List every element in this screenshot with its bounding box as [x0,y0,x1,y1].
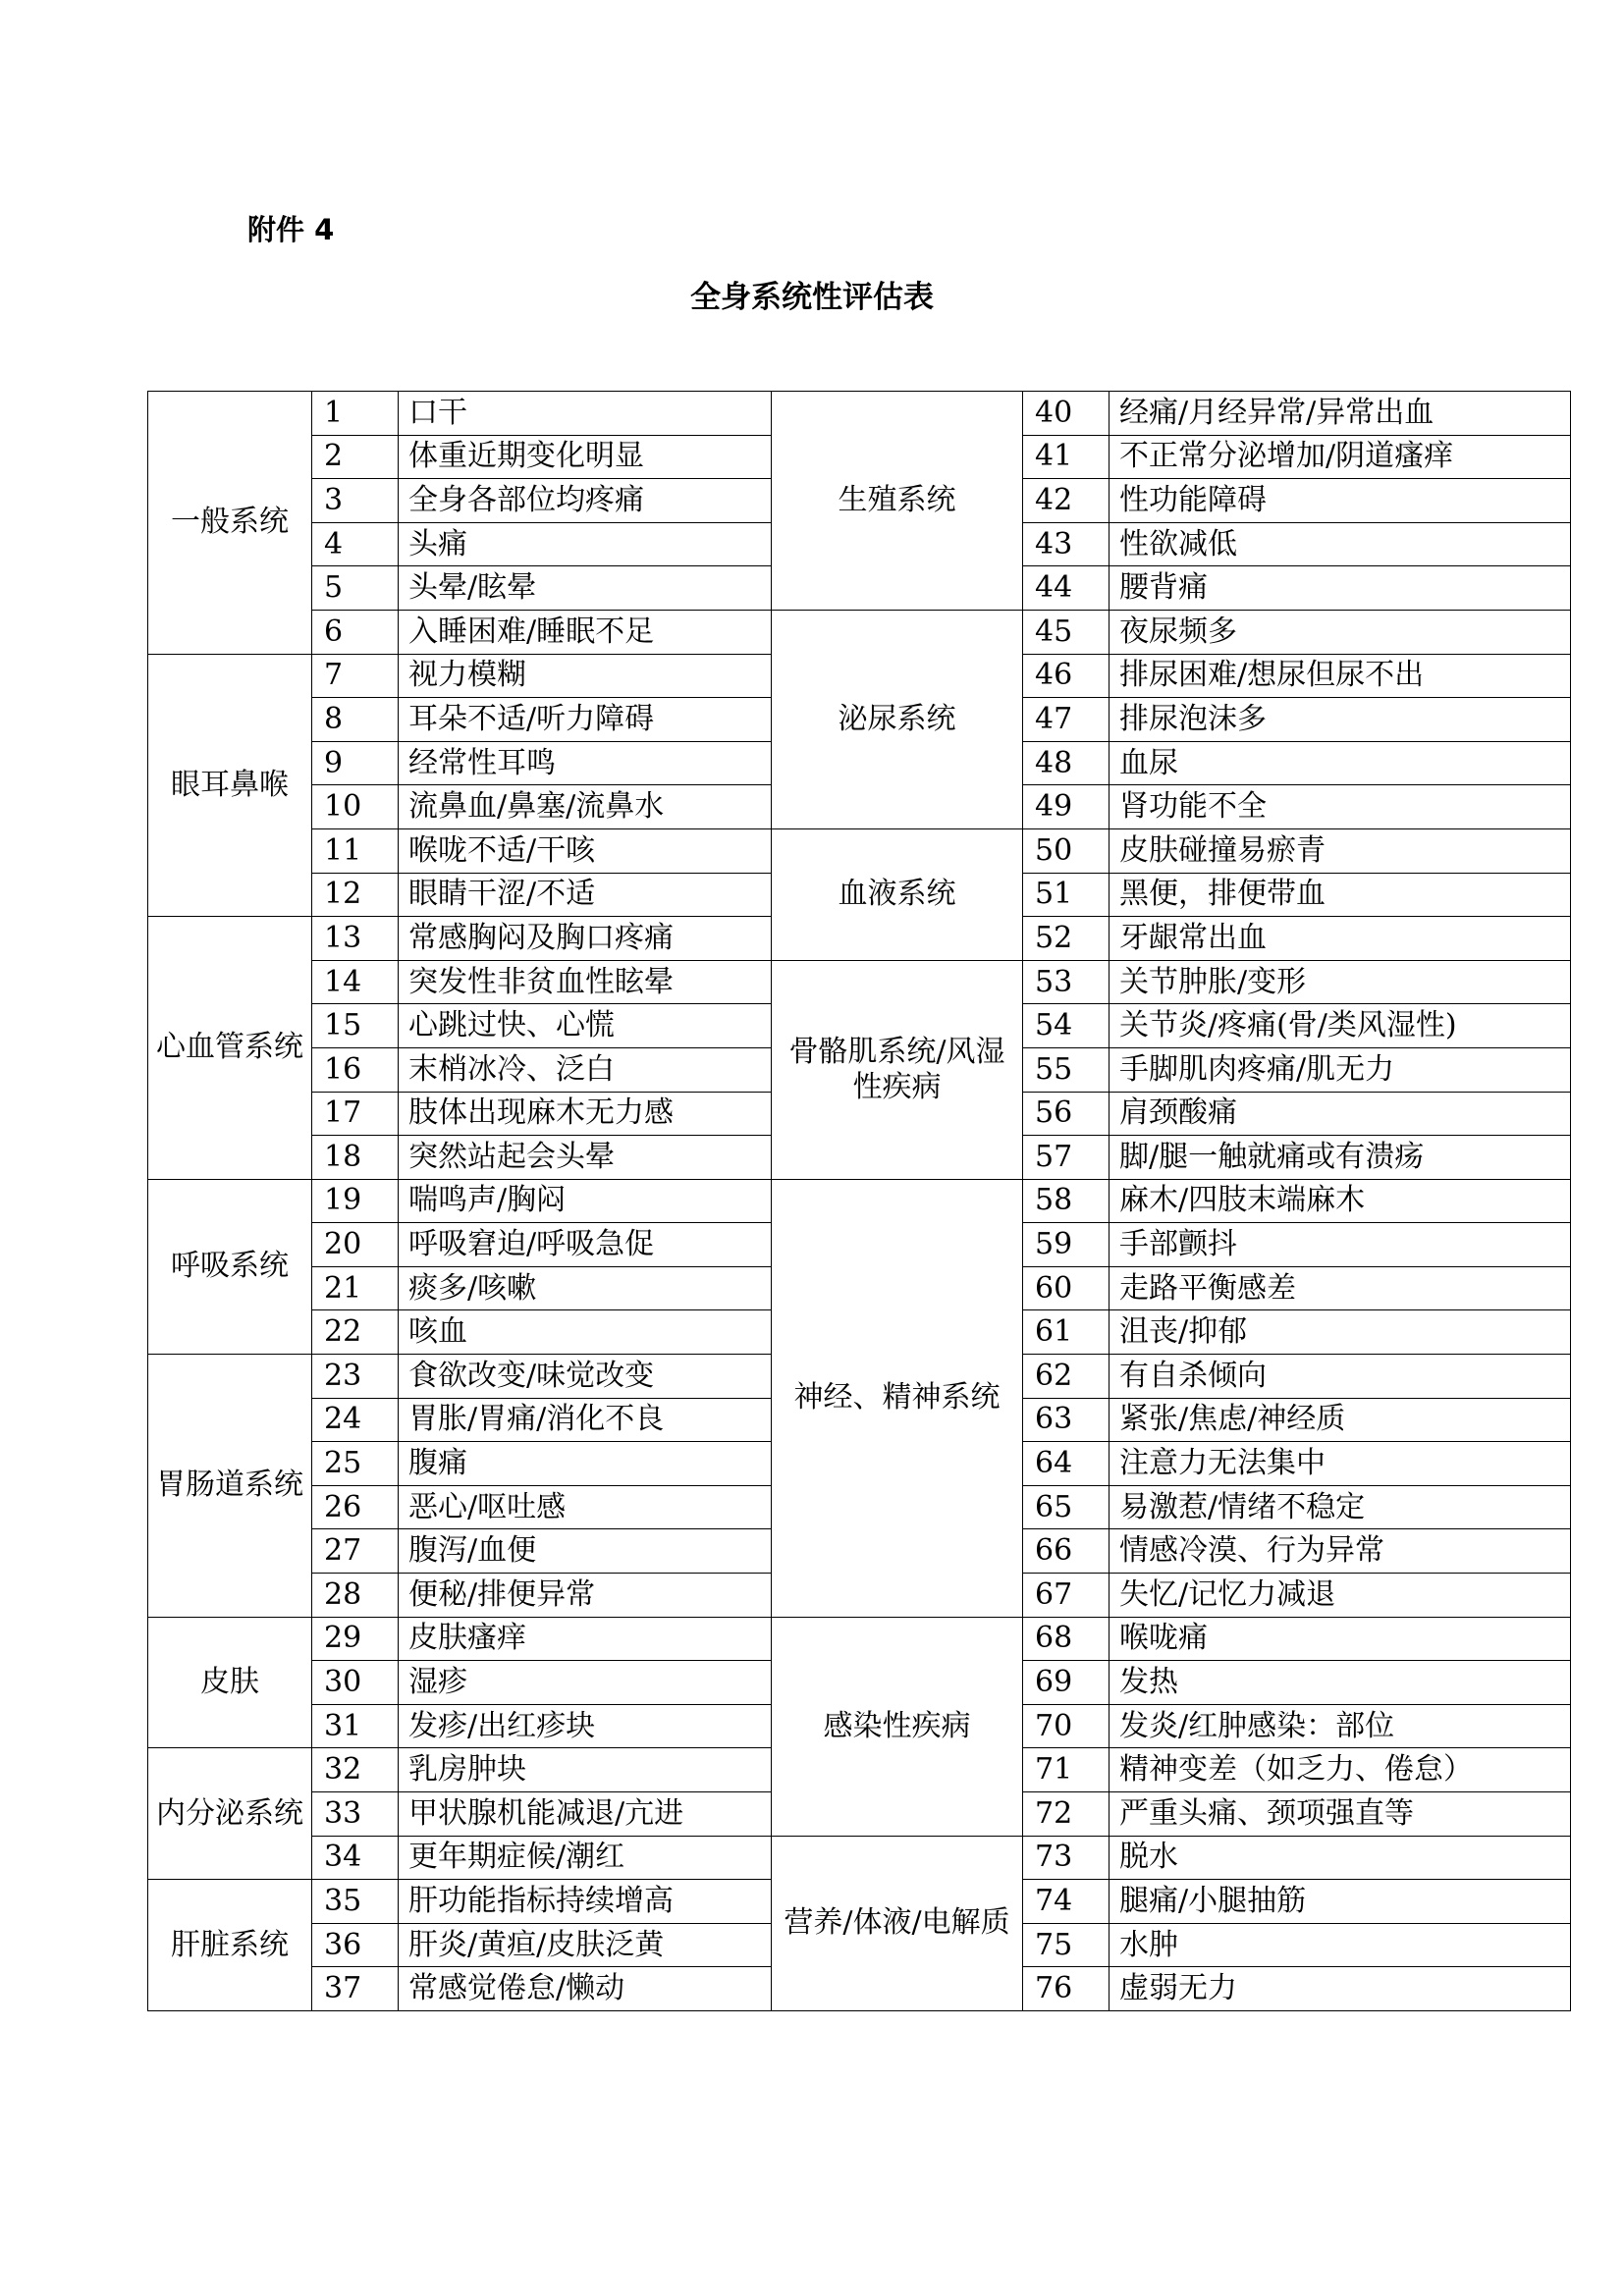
item-number: 29 [312,1617,399,1661]
category-liver: 肝脏系统 [148,1880,312,2011]
item-number: 43 [1023,522,1110,566]
item-number: 25 [312,1442,399,1486]
item-number: 16 [312,1047,399,1092]
item-number: 73 [1023,1836,1110,1880]
item-number: 8 [312,698,399,742]
item-number: 31 [312,1704,399,1748]
item-symptom: 胃胀/胃痛/消化不良 [399,1398,772,1442]
category-blood: 血液系统 [772,828,1023,960]
table-row [148,1617,1571,1661]
item-symptom: 乳房肿块 [399,1748,772,1792]
item-number: 7 [312,654,399,698]
item-number: 55 [1023,1047,1110,1092]
item-number: 17 [312,1092,399,1136]
item-symptom: 经常性耳鸣 [399,741,772,785]
item-symptom: 甲状腺机能减退/亢进 [399,1792,772,1837]
item-symptom: 紧张/焦虑/神经质 [1110,1398,1571,1442]
item-number: 57 [1023,1136,1110,1180]
item-symptom: 末梢冰冷、泛白 [399,1047,772,1092]
item-symptom: 流鼻血/鼻塞/流鼻水 [399,785,772,829]
item-symptom: 易激惹/情绪不稳定 [1110,1485,1571,1529]
item-symptom: 发疹/出红疹块 [399,1704,772,1748]
item-symptom: 注意力无法集中 [1110,1442,1571,1486]
item-number: 76 [1023,1967,1110,2011]
item-symptom: 沮丧/抑郁 [1110,1310,1571,1355]
item-number: 59 [1023,1223,1110,1267]
item-number: 71 [1023,1748,1110,1792]
item-symptom: 肢体出现麻木无力感 [399,1092,772,1136]
item-symptom: 体重近期变化明显 [399,435,772,479]
category-gi: 胃肠道系统 [148,1355,312,1618]
item-number: 52 [1023,917,1110,961]
item-symptom: 全身各部位均疼痛 [399,479,772,523]
item-symptom: 心跳过快、心慌 [399,1004,772,1048]
item-number: 35 [312,1880,399,1924]
item-symptom: 痰多/咳嗽 [399,1266,772,1310]
item-number: 20 [312,1223,399,1267]
item-number: 47 [1023,698,1110,742]
item-symptom: 牙龈常出血 [1110,917,1571,961]
item-symptom: 口干 [399,392,772,436]
item-symptom: 便秘/排便异常 [399,1574,772,1618]
item-symptom: 肝炎/黄疸/皮肤泛黄 [399,1923,772,1967]
item-number: 63 [1023,1398,1110,1442]
item-number: 68 [1023,1617,1110,1661]
item-symptom: 黑便，排便带血 [1110,873,1571,917]
item-number: 56 [1023,1092,1110,1136]
item-number: 9 [312,741,399,785]
item-symptom: 呼吸窘迫/呼吸急促 [399,1223,772,1267]
item-number: 32 [312,1748,399,1792]
item-number: 36 [312,1923,399,1967]
item-number: 15 [312,1004,399,1048]
table-row [148,1179,1571,1223]
item-symptom: 经痛/月经异常/异常出血 [1110,392,1571,436]
item-number: 74 [1023,1880,1110,1924]
category-cardio: 心血管系统 [148,917,312,1180]
item-symptom: 常感觉倦怠/懒动 [399,1967,772,2011]
table-row [148,828,1571,873]
item-symptom: 肝功能指标持续增高 [399,1880,772,1924]
item-symptom: 腿痛/小腿抽筋 [1110,1880,1571,1924]
item-symptom: 精神变差（如乏力、倦怠） [1110,1748,1571,1792]
item-number: 72 [1023,1792,1110,1837]
item-number: 50 [1023,828,1110,873]
item-symptom: 发热 [1110,1661,1571,1705]
item-number: 67 [1023,1574,1110,1618]
item-number: 40 [1023,392,1110,436]
item-number: 23 [312,1355,399,1399]
category-nutri: 营养/体液/电解质 [772,1836,1023,2010]
item-number: 4 [312,522,399,566]
item-number: 11 [312,828,399,873]
item-number: 5 [312,566,399,611]
item-symptom: 手脚肌肉疼痛/肌无力 [1110,1047,1571,1092]
item-symptom: 虚弱无力 [1110,1967,1571,2011]
category-eent: 眼耳鼻喉 [148,654,312,917]
item-symptom: 关节炎/疼痛(骨/类风湿性) [1110,1004,1571,1048]
table-row [148,1836,1571,1880]
item-number: 30 [312,1661,399,1705]
category-urinary: 泌尿系统 [772,610,1023,828]
item-symptom: 视力模糊 [399,654,772,698]
item-number: 42 [1023,479,1110,523]
item-symptom: 突然站起会头晕 [399,1136,772,1180]
category-infect: 感染性疾病 [772,1617,1023,1836]
item-symptom: 腹泻/血便 [399,1529,772,1574]
item-number: 27 [312,1529,399,1574]
category-general: 一般系统 [148,392,312,655]
item-symptom: 肾功能不全 [1110,785,1571,829]
item-symptom: 麻木/四肢末端麻木 [1110,1179,1571,1223]
attachment-label: 附件 4 [247,213,335,246]
item-symptom: 性欲减低 [1110,522,1571,566]
item-symptom: 常感胸闷及胸口疼痛 [399,917,772,961]
item-number: 2 [312,435,399,479]
item-symptom: 恶心/呕吐感 [399,1485,772,1529]
item-number: 10 [312,785,399,829]
item-number: 45 [1023,610,1110,654]
item-number: 61 [1023,1310,1110,1355]
item-number: 69 [1023,1661,1110,1705]
item-number: 13 [312,917,399,961]
item-number: 37 [312,1967,399,2011]
item-symptom: 排尿困难/想尿但尿不出 [1110,654,1571,698]
item-symptom: 头痛 [399,522,772,566]
item-symptom: 腰背痛 [1110,566,1571,611]
category-endo: 内分泌系统 [148,1748,312,1880]
category-skin: 皮肤 [148,1617,312,1748]
item-number: 65 [1023,1485,1110,1529]
item-symptom: 手部颤抖 [1110,1223,1571,1267]
item-number: 1 [312,392,399,436]
table-row [148,392,1571,436]
item-symptom: 肩颈酸痛 [1110,1092,1571,1136]
item-number: 46 [1023,654,1110,698]
item-number: 26 [312,1485,399,1529]
item-symptom: 眼睛干涩/不适 [399,873,772,917]
item-symptom: 湿疹 [399,1661,772,1705]
item-symptom: 失忆/记忆力减退 [1110,1574,1571,1618]
item-number: 22 [312,1310,399,1355]
item-number: 14 [312,960,399,1004]
item-number: 3 [312,479,399,523]
item-number: 18 [312,1136,399,1180]
category-msk: 骨骼肌系统/风湿性疾病 [772,960,1023,1179]
item-symptom: 不正常分泌增加/阴道瘙痒 [1110,435,1571,479]
item-number: 75 [1023,1923,1110,1967]
item-symptom: 走路平衡感差 [1110,1266,1571,1310]
item-number: 44 [1023,566,1110,611]
item-number: 53 [1023,960,1110,1004]
item-symptom: 喉咙不适/干咳 [399,828,772,873]
item-number: 6 [312,610,399,654]
category-repro: 生殖系统 [772,392,1023,611]
item-symptom: 关节肿胀/变形 [1110,960,1571,1004]
item-symptom: 咳血 [399,1310,772,1355]
item-symptom: 耳朵不适/听力障碍 [399,698,772,742]
item-number: 12 [312,873,399,917]
table-row [148,610,1571,654]
item-symptom: 发炎/红肿感染：部位 [1110,1704,1571,1748]
item-symptom: 严重头痛、颈项强直等 [1110,1792,1571,1837]
item-number: 21 [312,1266,399,1310]
item-number: 24 [312,1398,399,1442]
item-number: 49 [1023,785,1110,829]
item-symptom: 喘鸣声/胸闷 [399,1179,772,1223]
item-number: 33 [312,1792,399,1837]
assessment-table [147,391,1571,2011]
item-number: 28 [312,1574,399,1618]
item-symptom: 情感冷漠、行为异常 [1110,1529,1571,1574]
item-symptom: 性功能障碍 [1110,479,1571,523]
item-symptom: 水肿 [1110,1923,1571,1967]
item-symptom: 脚/腿一触就痛或有溃疡 [1110,1136,1571,1180]
category-resp: 呼吸系统 [148,1179,312,1354]
item-number: 66 [1023,1529,1110,1574]
item-symptom: 腹痛 [399,1442,772,1486]
category-neuro: 神经、精神系统 [772,1179,1023,1617]
item-symptom: 脱水 [1110,1836,1571,1880]
item-number: 41 [1023,435,1110,479]
item-number: 51 [1023,873,1110,917]
page-title: 全身系统性评估表 [690,280,934,315]
item-symptom: 排尿泡沫多 [1110,698,1571,742]
item-symptom: 食欲改变/味觉改变 [399,1355,772,1399]
item-number: 70 [1023,1704,1110,1748]
item-symptom: 头晕/眩晕 [399,566,772,611]
table-row [148,960,1571,1004]
item-symptom: 血尿 [1110,741,1571,785]
item-symptom: 突发性非贫血性眩晕 [399,960,772,1004]
item-number: 60 [1023,1266,1110,1310]
item-number: 48 [1023,741,1110,785]
item-symptom: 喉咙痛 [1110,1617,1571,1661]
item-number: 54 [1023,1004,1110,1048]
item-number: 62 [1023,1355,1110,1399]
item-symptom: 入睡困难/睡眠不足 [399,610,772,654]
item-symptom: 更年期症候/潮红 [399,1836,772,1880]
item-symptom: 皮肤瘙痒 [399,1617,772,1661]
item-symptom: 有自杀倾向 [1110,1355,1571,1399]
item-number: 58 [1023,1179,1110,1223]
item-symptom: 皮肤碰撞易瘀青 [1110,828,1571,873]
item-symptom: 夜尿频多 [1110,610,1571,654]
item-number: 19 [312,1179,399,1223]
item-number: 64 [1023,1442,1110,1486]
item-number: 34 [312,1836,399,1880]
